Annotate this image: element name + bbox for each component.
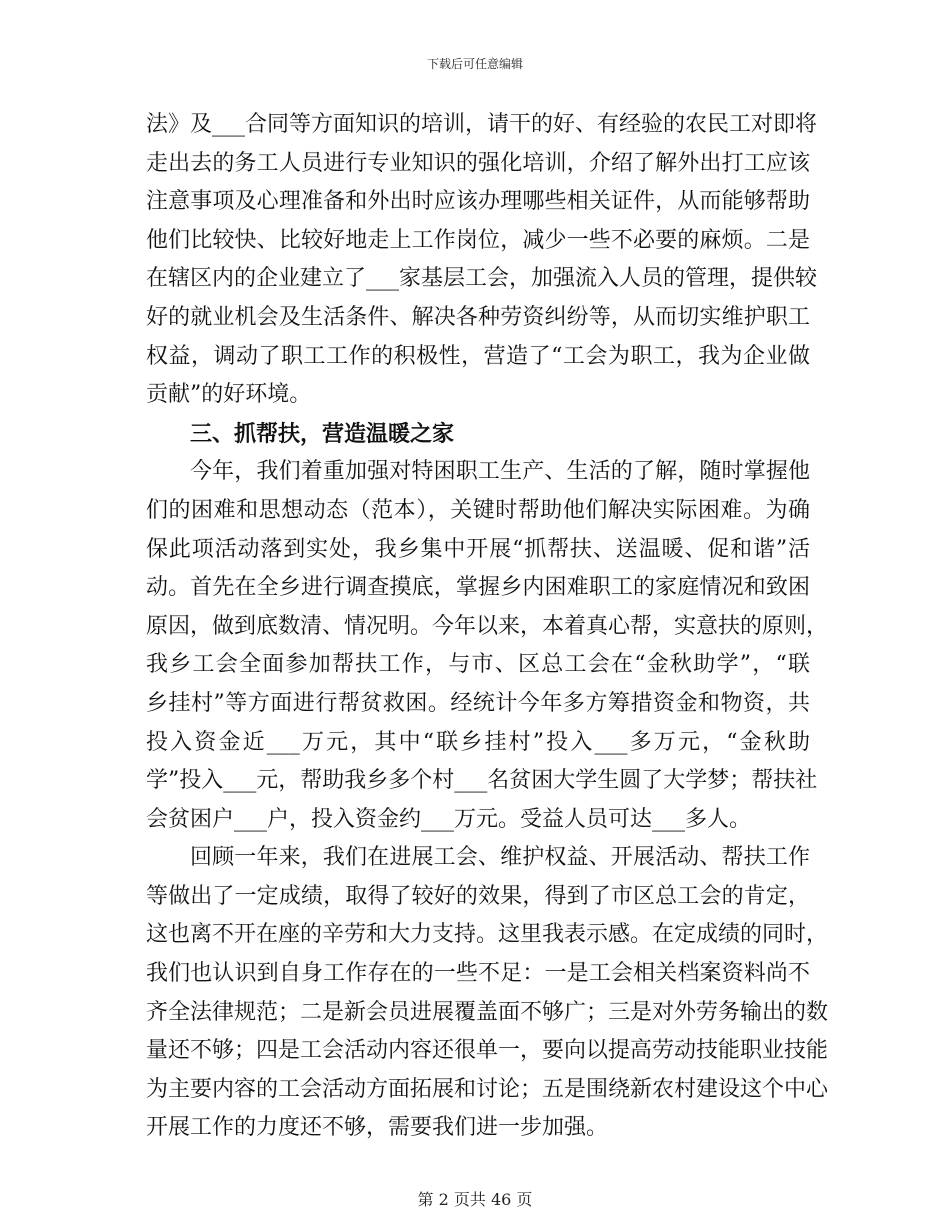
text-line: 学”投入___元，帮助我乡多个村___名贫困大学生圆了大学梦；帮扶社 [146,768,818,794]
text-line: 等做出了一定成绩，取得了较好的效果，得到了市区总工会的肯定， [146,883,810,909]
text-line: 开展工作的力度还不够，需要我们进一步加强。 [146,1115,609,1141]
body-text [146,106,829,1148]
section-heading: 三、抓帮扶，营造温暖之家 [190,420,455,447]
text-line: 们的困难和思想动态（范本），关键时帮助他们解决实际困难。为确 [146,497,810,523]
text-line: 量还不够；四是工会活动内容还很单一，要向以提高劳动技能职业技能 [146,1038,829,1064]
text-line: 会贫困户___户，投入资金约___万元。受益人员可达___多人。 [146,806,752,832]
text-line: 为主要内容的工会活动方面拓展和讨论；五是围绕新农村建设这个中心 [146,1076,829,1102]
text-line: 他们比较快、比较好地走上工作岗位，减少一些不必要的麻烦。二是 [146,227,810,253]
page-number-footer: 第 2 页共 46 页 [417,1190,533,1209]
paragraph-first-line: 今年，我们着重加强对特困职工生产、生活的了解，随时掌握他 [190,459,810,485]
text-line: 齐全法律规范；二是新会员进展覆盖面不够广；三是对外劳务输出的数 [146,999,829,1025]
text-line: 我乡工会全面参加帮扶工作，与市、区总工会在“金秋助学”，“联 [146,652,810,678]
text-line: 乡挂村”等方面进行帮贫救困。经统计今年多方筹措资金和物资，共 [146,690,810,716]
text-line: 走出去的务工人员进行专业知识的强化培训，介绍了解外出打工应该 [146,150,810,176]
page-header-note: 下载后可任意编辑 [426,57,523,71]
paragraph-first-line: 回顾一年来，我们在进展工会、维护权益、开展活动、帮扶工作 [190,845,810,871]
text-line: 动。首先在全乡进行调查摸底，掌握乡内困难职工的家庭情况和致困 [146,575,810,601]
text-line: 法》及___合同等方面知识的培训，请干的好、有经验的农民工对即将 [146,112,818,137]
text-line: 原因，做到底数清、情况明。今年以来，本着真心帮，实意扶的原则， [146,613,829,639]
text-line: 保此项活动落到实处，我乡集中开展“抓帮扶、送温暖、促和谐”活 [146,536,810,562]
text-line: 好的就业机会及生活条件、解决各种劳资纠纷等，从而切实维护职工 [146,304,810,330]
text-line: 注意事项及心理准备和外出时应该办理哪些相关证件，从而能够帮助 [146,189,810,215]
text-line: 贡献”的好环境。 [146,382,312,408]
text-line: 在辖区内的企业建立了___家基层工会，加强流入人员的管理，提供较 [146,266,818,292]
text-line: 投入资金近___万元，其中“联乡挂村”投入___多万元，“金秋助 [146,729,810,755]
text-line: 权益，调动了职工工作的积极性，营造了“工会为职工，我为企业做 [146,343,810,369]
text-line: 这也离不开在座的辛劳和大力支持。这里我表示感。在定成绩的同时， [146,922,829,948]
text-line: 我们也认识到自身工作存在的一些不足：一是工会相关档案资料尚不 [146,961,810,987]
